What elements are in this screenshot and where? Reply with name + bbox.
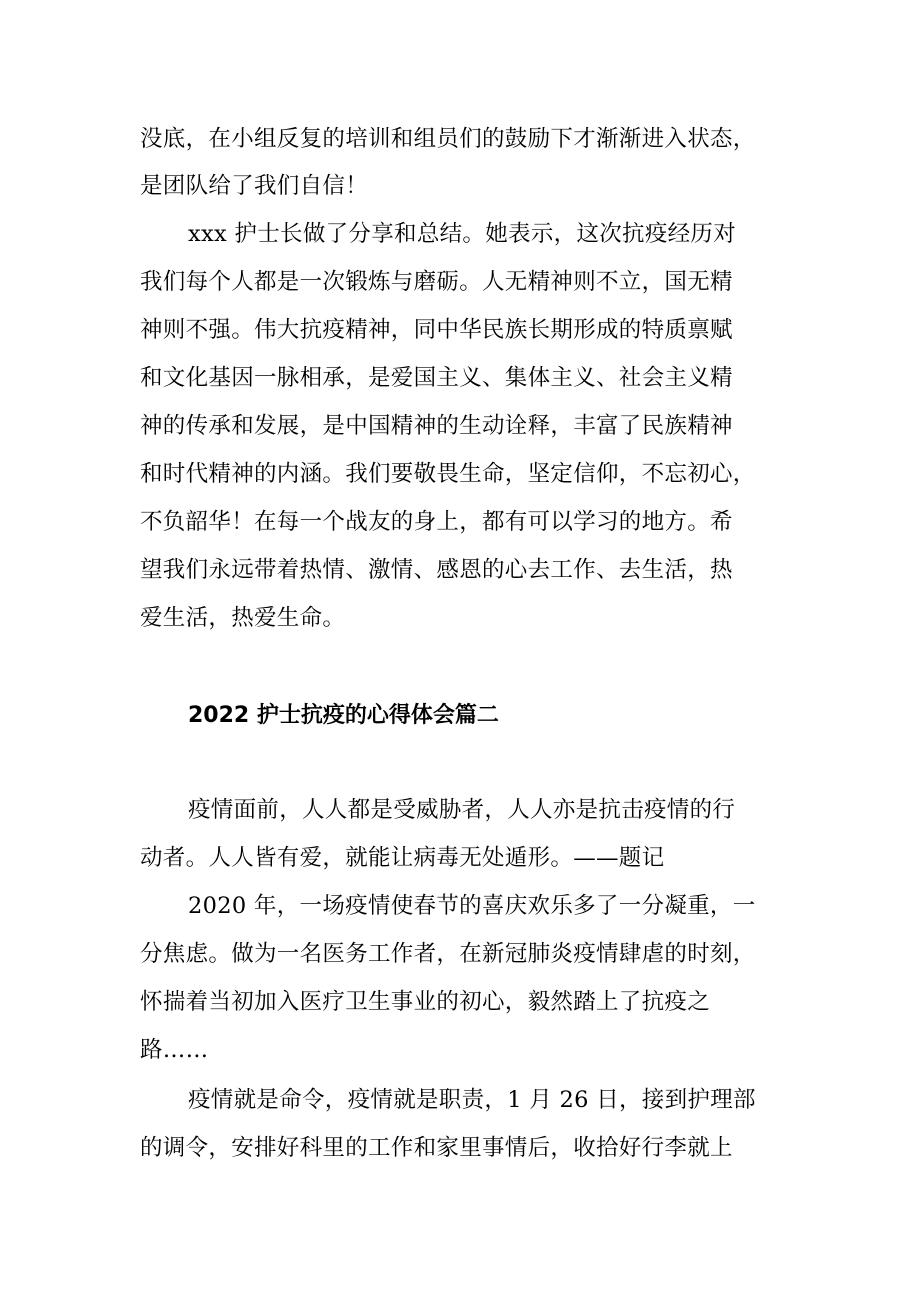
paragraph-line: 爱生活，热爱生命。 [140,605,346,631]
paragraph-line: 和时代精神的内涵。我们要敬畏生命，坚定信仰，不忘初心， [140,461,756,487]
paragraph-line: 疫情就是命令，疫情就是职责，1 月 26 日，接到护理部 [188,1087,756,1113]
paragraph-line: 不负韶华！在每一个战友的身上，都有可以学习的地方。希 [140,509,733,535]
paragraph-line: 动者。人人皆有爱，就能让病毒无处遁形。——题记 [140,845,665,871]
paragraph-line: 怀揣着当初加入医疗卫生事业的初心，毅然踏上了抗疫之 [140,989,711,1015]
paragraph-line: 我们每个人都是一次锻炼与磨砺。人无精神则不立，国无精 [140,269,733,295]
paragraph-line: 神则不强。伟大抗疫精神，同中华民族长期形成的特质禀赋 [140,317,733,343]
paragraph-line: 神的传承和发展，是中国精神的生动诠释，丰富了民族精神 [140,413,733,439]
paragraph-line: xxx 护士长做了分享和总结。她表示，这次抗疫经历对 [188,221,737,247]
paragraph-line: 没底，在小组反复的培训和组员们的鼓励下才渐渐进入状态， [140,126,756,152]
paragraph-line: 的调令，安排好科里的工作和家里事情后，收拾好行李就上 [140,1135,733,1161]
paragraph-line: 疫情面前，人人都是受威胁者，人人亦是抗击疫情的行 [188,797,736,823]
paragraph-line: 分焦虑。做为一名医务工作者，在新冠肺炎疫情肆虐的时刻， [140,941,756,967]
paragraph-line: 路…… [140,1037,209,1063]
paragraph-line: 2020 年，一场疫情使春节的喜庆欢乐多了一分凝重，一 [188,893,756,919]
paragraph-line: 望我们永远带着热情、激情、感恩的心去工作、去生活，热 [140,557,733,583]
section-heading: 2022 护士抗疫的心得体会篇二 [188,703,499,728]
paragraph-line: 和文化基因一脉相承，是爱国主义、集体主义、社会主义精 [140,365,733,391]
paragraph-line: 是团队给了我们自信！ [140,173,369,199]
